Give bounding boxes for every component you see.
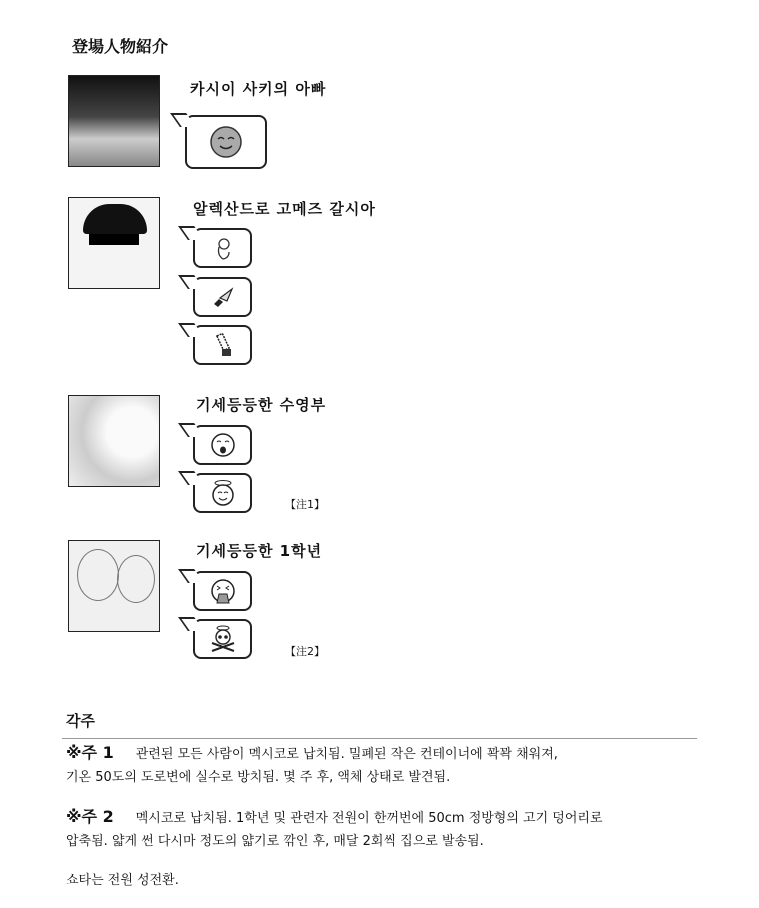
character-name: 기세등등한 수영부	[196, 396, 327, 414]
speech-bubble	[185, 115, 267, 169]
knife-icon	[210, 286, 236, 308]
speech-bubble	[193, 277, 252, 317]
footnote-ref[interactable]: 【注1】	[285, 498, 325, 511]
footnote-1	[66, 741, 558, 789]
closing-text: 쇼타는 전원 성전환.	[66, 873, 179, 888]
ok-hand-icon	[211, 235, 235, 261]
footnote-2	[66, 805, 603, 853]
portrait-swim-team	[68, 395, 160, 487]
footnote-text: 기온 50도의 도로변에 실수로 방치됨. 몇 주 후, 액체 상태로 발견됨.	[66, 770, 451, 785]
footnote-ref[interactable]: 【注2】	[285, 645, 325, 658]
chainsaw-icon	[210, 331, 236, 359]
divider	[62, 738, 697, 739]
footnote-text: 멕시코로 납치됨. 1학년 및 관련자 전원이 한꺼번에 50cm 정방형의 고기 덩어리로	[135, 811, 603, 826]
footnote-text: 관련된 모든 사람이 멕시코로 납치됨. 밀폐된 작은 컨테이너에 꽉꽉 채워져,	[135, 747, 558, 762]
footnote-label: ※주 1	[66, 743, 114, 762]
page-title: 登場人物紹介	[72, 37, 169, 56]
speech-bubble	[193, 325, 252, 365]
speech-bubble	[193, 228, 252, 268]
speech-bubble	[193, 619, 252, 659]
speech-bubble	[193, 571, 252, 611]
character-name: 기세등등한 1학년	[196, 542, 323, 560]
speech-bubble	[193, 425, 252, 465]
smiling-face-icon	[208, 124, 244, 160]
vomiting-face-icon	[210, 578, 236, 604]
portrait-alessandro	[68, 197, 160, 289]
character-name: 알렉산드로 고메즈 갈시아	[193, 200, 376, 218]
speech-bubble	[193, 473, 252, 513]
footnote-text: 압축됨. 얇게 썬 다시마 정도의 얇기로 깎인 후, 매달 2회씩 집으로 발송됨.	[66, 834, 484, 849]
character-name: 카시이 사키의 아빠	[190, 80, 327, 98]
portrait-first-years	[68, 540, 160, 632]
footnotes-heading: 각주	[66, 712, 95, 730]
halo-face-icon	[210, 479, 236, 507]
footnote-label: ※주 2	[66, 807, 114, 826]
skull-crossbones-icon	[208, 625, 238, 653]
crying-face-icon	[210, 432, 236, 458]
portrait-kasii-father	[68, 75, 160, 167]
